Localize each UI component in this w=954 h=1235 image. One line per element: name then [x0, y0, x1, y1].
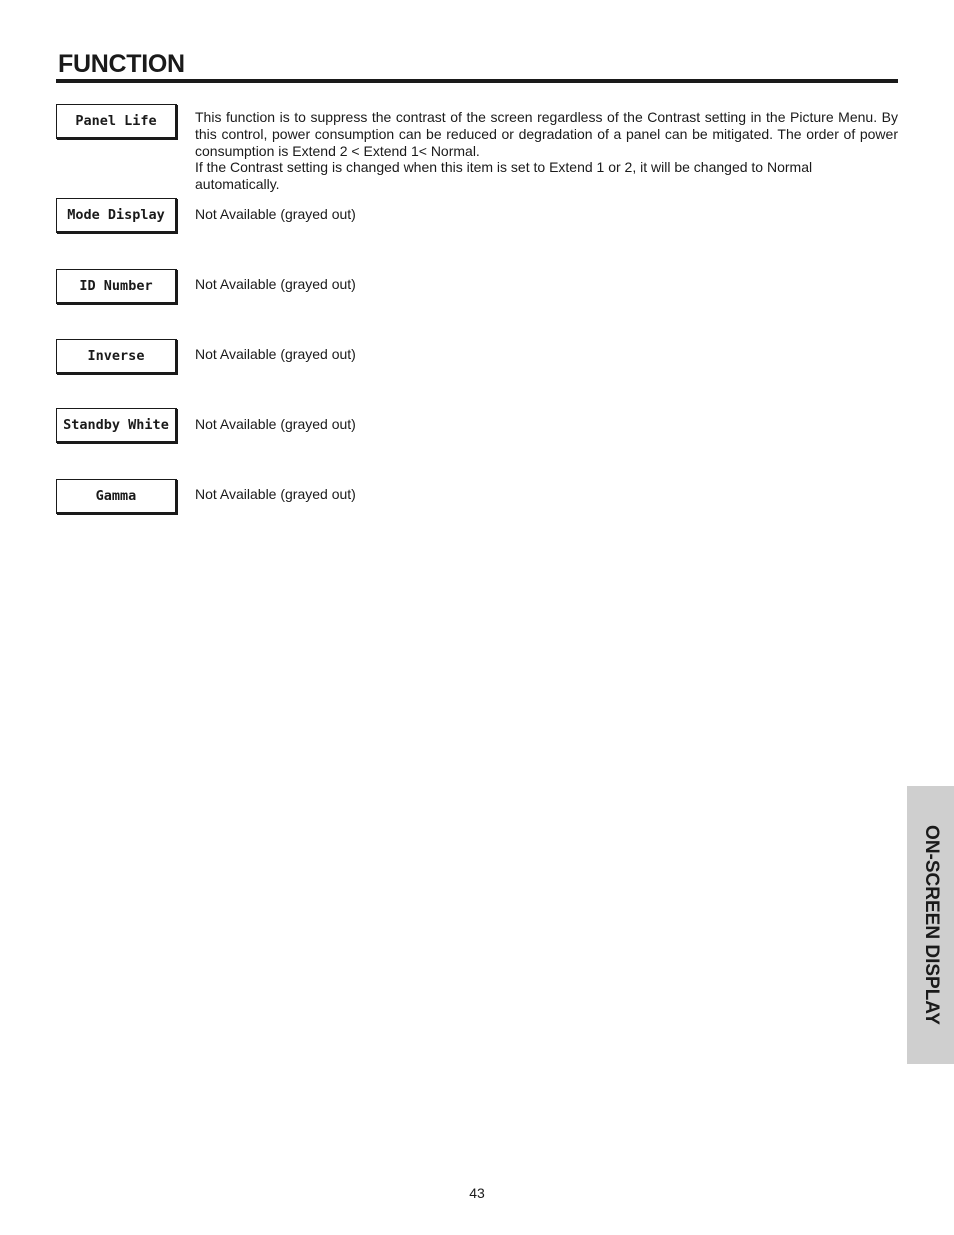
menu-item-standby-white: Standby White — [56, 408, 177, 443]
mode-display-description-text: Not Available (grayed out) — [195, 206, 356, 222]
page-title: FUNCTION — [58, 50, 185, 78]
panel-life-description-para-2: If the Contrast setting is changed when this item is set to Extend 1 or 2, it will be changed to Normal automatically. — [195, 159, 813, 193]
menu-item-mode-display: Mode Display — [56, 198, 177, 233]
panel-life-description — [195, 109, 898, 193]
title-rule — [56, 79, 898, 83]
menu-item-gamma: Gamma — [56, 479, 177, 514]
inverse-description — [195, 346, 898, 363]
id-number-description-text: Not Available (grayed out) — [195, 276, 356, 292]
inverse-description-text: Not Available (grayed out) — [195, 346, 356, 362]
gamma-description — [195, 486, 898, 503]
menu-item-id-number: ID Number — [56, 269, 177, 304]
gamma-description-text: Not Available (grayed out) — [195, 486, 356, 502]
section-side-tab — [907, 786, 954, 1064]
panel-life-description-para-1: This function is to suppress the contrast of the screen regardless of the Contrast setting in the Picture Menu. By this control, power consumption can be reduced or degradation of a panel can be mitigated. The order of power consumption is Extend 2 < Extend 1< Normal. — [195, 109, 898, 159]
menu-item-panel-life: Panel Life — [56, 104, 177, 139]
menu-item-inverse: Inverse — [56, 339, 177, 374]
standby-white-description — [195, 416, 898, 433]
mode-display-description — [195, 206, 898, 223]
id-number-description — [195, 276, 898, 293]
standby-white-description-text: Not Available (grayed out) — [195, 416, 356, 432]
section-side-tab-label: ON-SCREEN DISPLAY — [920, 825, 942, 1025]
page-number: 43 — [469, 1185, 485, 1201]
